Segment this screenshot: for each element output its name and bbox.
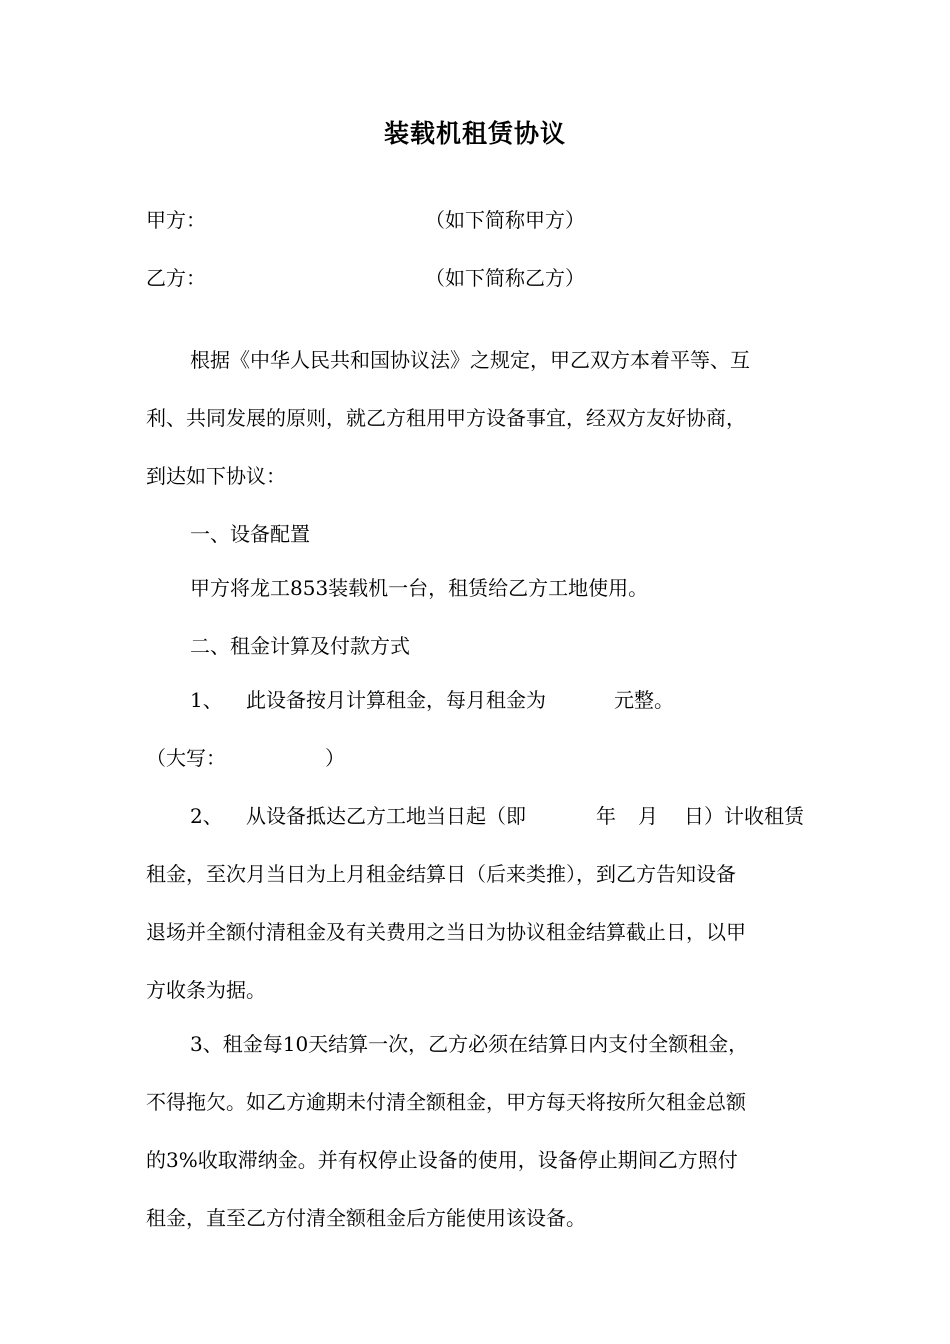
party-b-label: 乙方： [146, 266, 206, 290]
item2-line-3: 退场并全额付清租金及有关费用之当日为协议租金结算截止日，以甲 [146, 920, 746, 944]
item1-text: 此设备按月计算租金，每月租金为 [246, 688, 546, 712]
party-b-note: （如下简称乙方） [425, 266, 585, 290]
intro-line-3: 到达如下协议： [146, 464, 286, 488]
section2-heading: 二、租金计算及付款方式 [190, 634, 410, 658]
item2-month: 月 [638, 804, 658, 828]
party-a-note: （如下简称甲方） [425, 208, 585, 232]
party-a-label: 甲方： [146, 208, 206, 232]
item3-line-3: 的3%收取滞纳金。并有权停止设备的使用，设备停止期间乙方照付 [146, 1148, 738, 1172]
item2-year: 年 [596, 804, 616, 828]
item2-line-4: 方收条为据。 [146, 978, 266, 1002]
intro-line-1: 根据《中华人民共和国协议法》之规定，甲乙双方本着平等、互 [190, 348, 750, 372]
item3-line-2: 不得拖欠。如乙方逾期未付清全额租金，甲方每天将按所欠租金总额 [146, 1090, 746, 1114]
section1-heading: 一、设备配置 [190, 522, 310, 546]
item1-daxie-label: （大写： [146, 746, 226, 770]
item3-line-1: 3、租金每10天结算一次，乙方必须在结算日内支付全额租金， [190, 1032, 749, 1056]
item1-number: 1、 [190, 688, 223, 712]
document-title: 装载机租赁协议 [383, 119, 566, 148]
item2-day-text: 日）计收租赁 [684, 804, 804, 828]
item2-line-2: 租金，至次月当日为上月租金结算日（后来类推），到乙方告知设备 [146, 862, 736, 886]
item1-daxie-close: ） [325, 746, 345, 770]
item2-text: 从设备抵达乙方工地当日起（即 [246, 804, 526, 828]
section1-body: 甲方将龙工853装载机一台，租赁给乙方工地使用。 [190, 576, 649, 600]
intro-line-2: 利、共同发展的原则，就乙方租用甲方设备事宜，经双方友好协商， [146, 406, 746, 430]
item1-text-end: 元整。 [614, 688, 674, 712]
item2-number: 2、 [190, 804, 223, 828]
item3-line-4: 租金，直至乙方付清全额租金后方能使用该设备。 [146, 1206, 586, 1230]
